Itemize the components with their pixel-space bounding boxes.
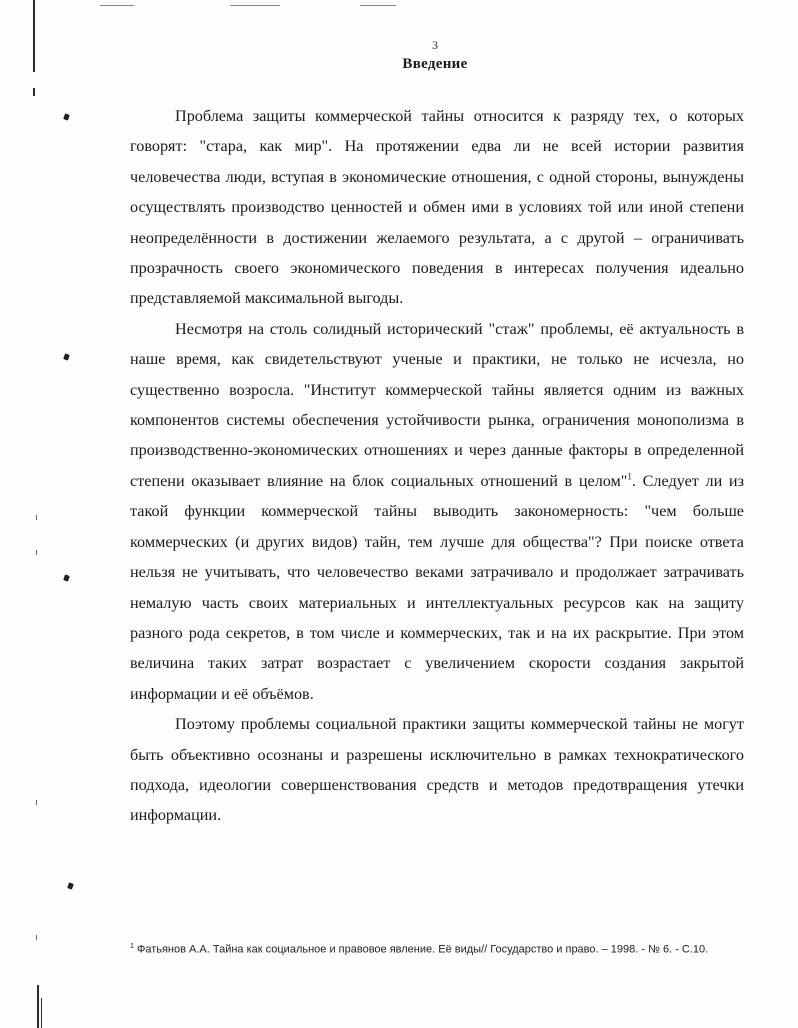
footnote-text: Фатьянов А.А. Тайна как социальное и правовое явление. Её виды// Государство и право. – 1998. - № 6. - С.10. (133, 943, 709, 956)
scan-artifact (100, 5, 134, 6)
page-number: 3 (432, 38, 438, 52)
body-text (130, 101, 744, 831)
binding-edge-line (37, 985, 39, 1028)
scan-speck (36, 935, 37, 940)
margin-punch-mark (63, 353, 70, 360)
footnote-mark: 1 (130, 943, 134, 950)
paragraph-2 (130, 314, 744, 709)
footnote (130, 943, 770, 956)
footnote-reference: 1 (627, 471, 632, 482)
margin-punch-mark (67, 882, 74, 889)
binding-edge-line (41, 998, 42, 1028)
scan-speck (36, 800, 37, 805)
scan-artifact (230, 5, 280, 6)
paragraph-1: Проблема защиты коммерческой тайны относится к разряду тех, о которых говорят: "стара, как мир". На протяжении едва ли не всей истории развития человечества люди, вступая в экономические отношения, с одной стороны, вынуждены осуществлять производство ценностей и обмен ими в условиях той или иной степени неопределённости в достижении желаемого результата, а с другой – ограничивать прозрачность своего экономического поведения в интересах получения идеально представляемой максимальной выгоды. (130, 107, 744, 308)
margin-punch-mark (63, 113, 70, 120)
paragraph-2-part-2: . Следует ли из такой функции коммерческой тайны выводить закономерность: "чем больше коммерческих (и других видов) тайн, тем лучше для общества"? При поиске ответа нельзя не учитывать, что человечество веками затрачивало и продолжает затрачивать немалую часть своих материальных и интеллектуальных ресурсов как на защиту разного рода секретов, в том числе и коммерческих, так и на их раскрытие. При этом величина таких затрат возрастает с увеличением скорости создания закрытой информации и её объёмов. (130, 471, 744, 703)
scan-speck (36, 550, 37, 555)
paragraph-2-part-1: Несмотря на столь солидный исторический "стаж" проблемы, её актуальность в наше время, как свидетельствуют ученые и практики, не только не исчезла, но существенно возросла. "Институт коммерческой тайны является одним из важных компонентов системы обеспечения устойчивости рынка, ограничения монополизма в производственно-экономических отношениях и через данные факторы в определенной степени оказывает влияние на блок социальных отношений в целом" (130, 319, 744, 490)
margin-punch-mark (63, 574, 70, 581)
section-heading: Введение (402, 56, 468, 72)
scan-artifact (360, 5, 396, 6)
binding-edge-line (33, 88, 35, 96)
scan-speck (36, 515, 37, 520)
paragraph-3: Поэтому проблемы социальной практики защиты коммерческой тайны не могут быть объективно осознаны и разрешены исключительно в рамках технократического подхода, идеологии совершенствования средств и методов предотвращения утечки информации. (130, 715, 744, 825)
